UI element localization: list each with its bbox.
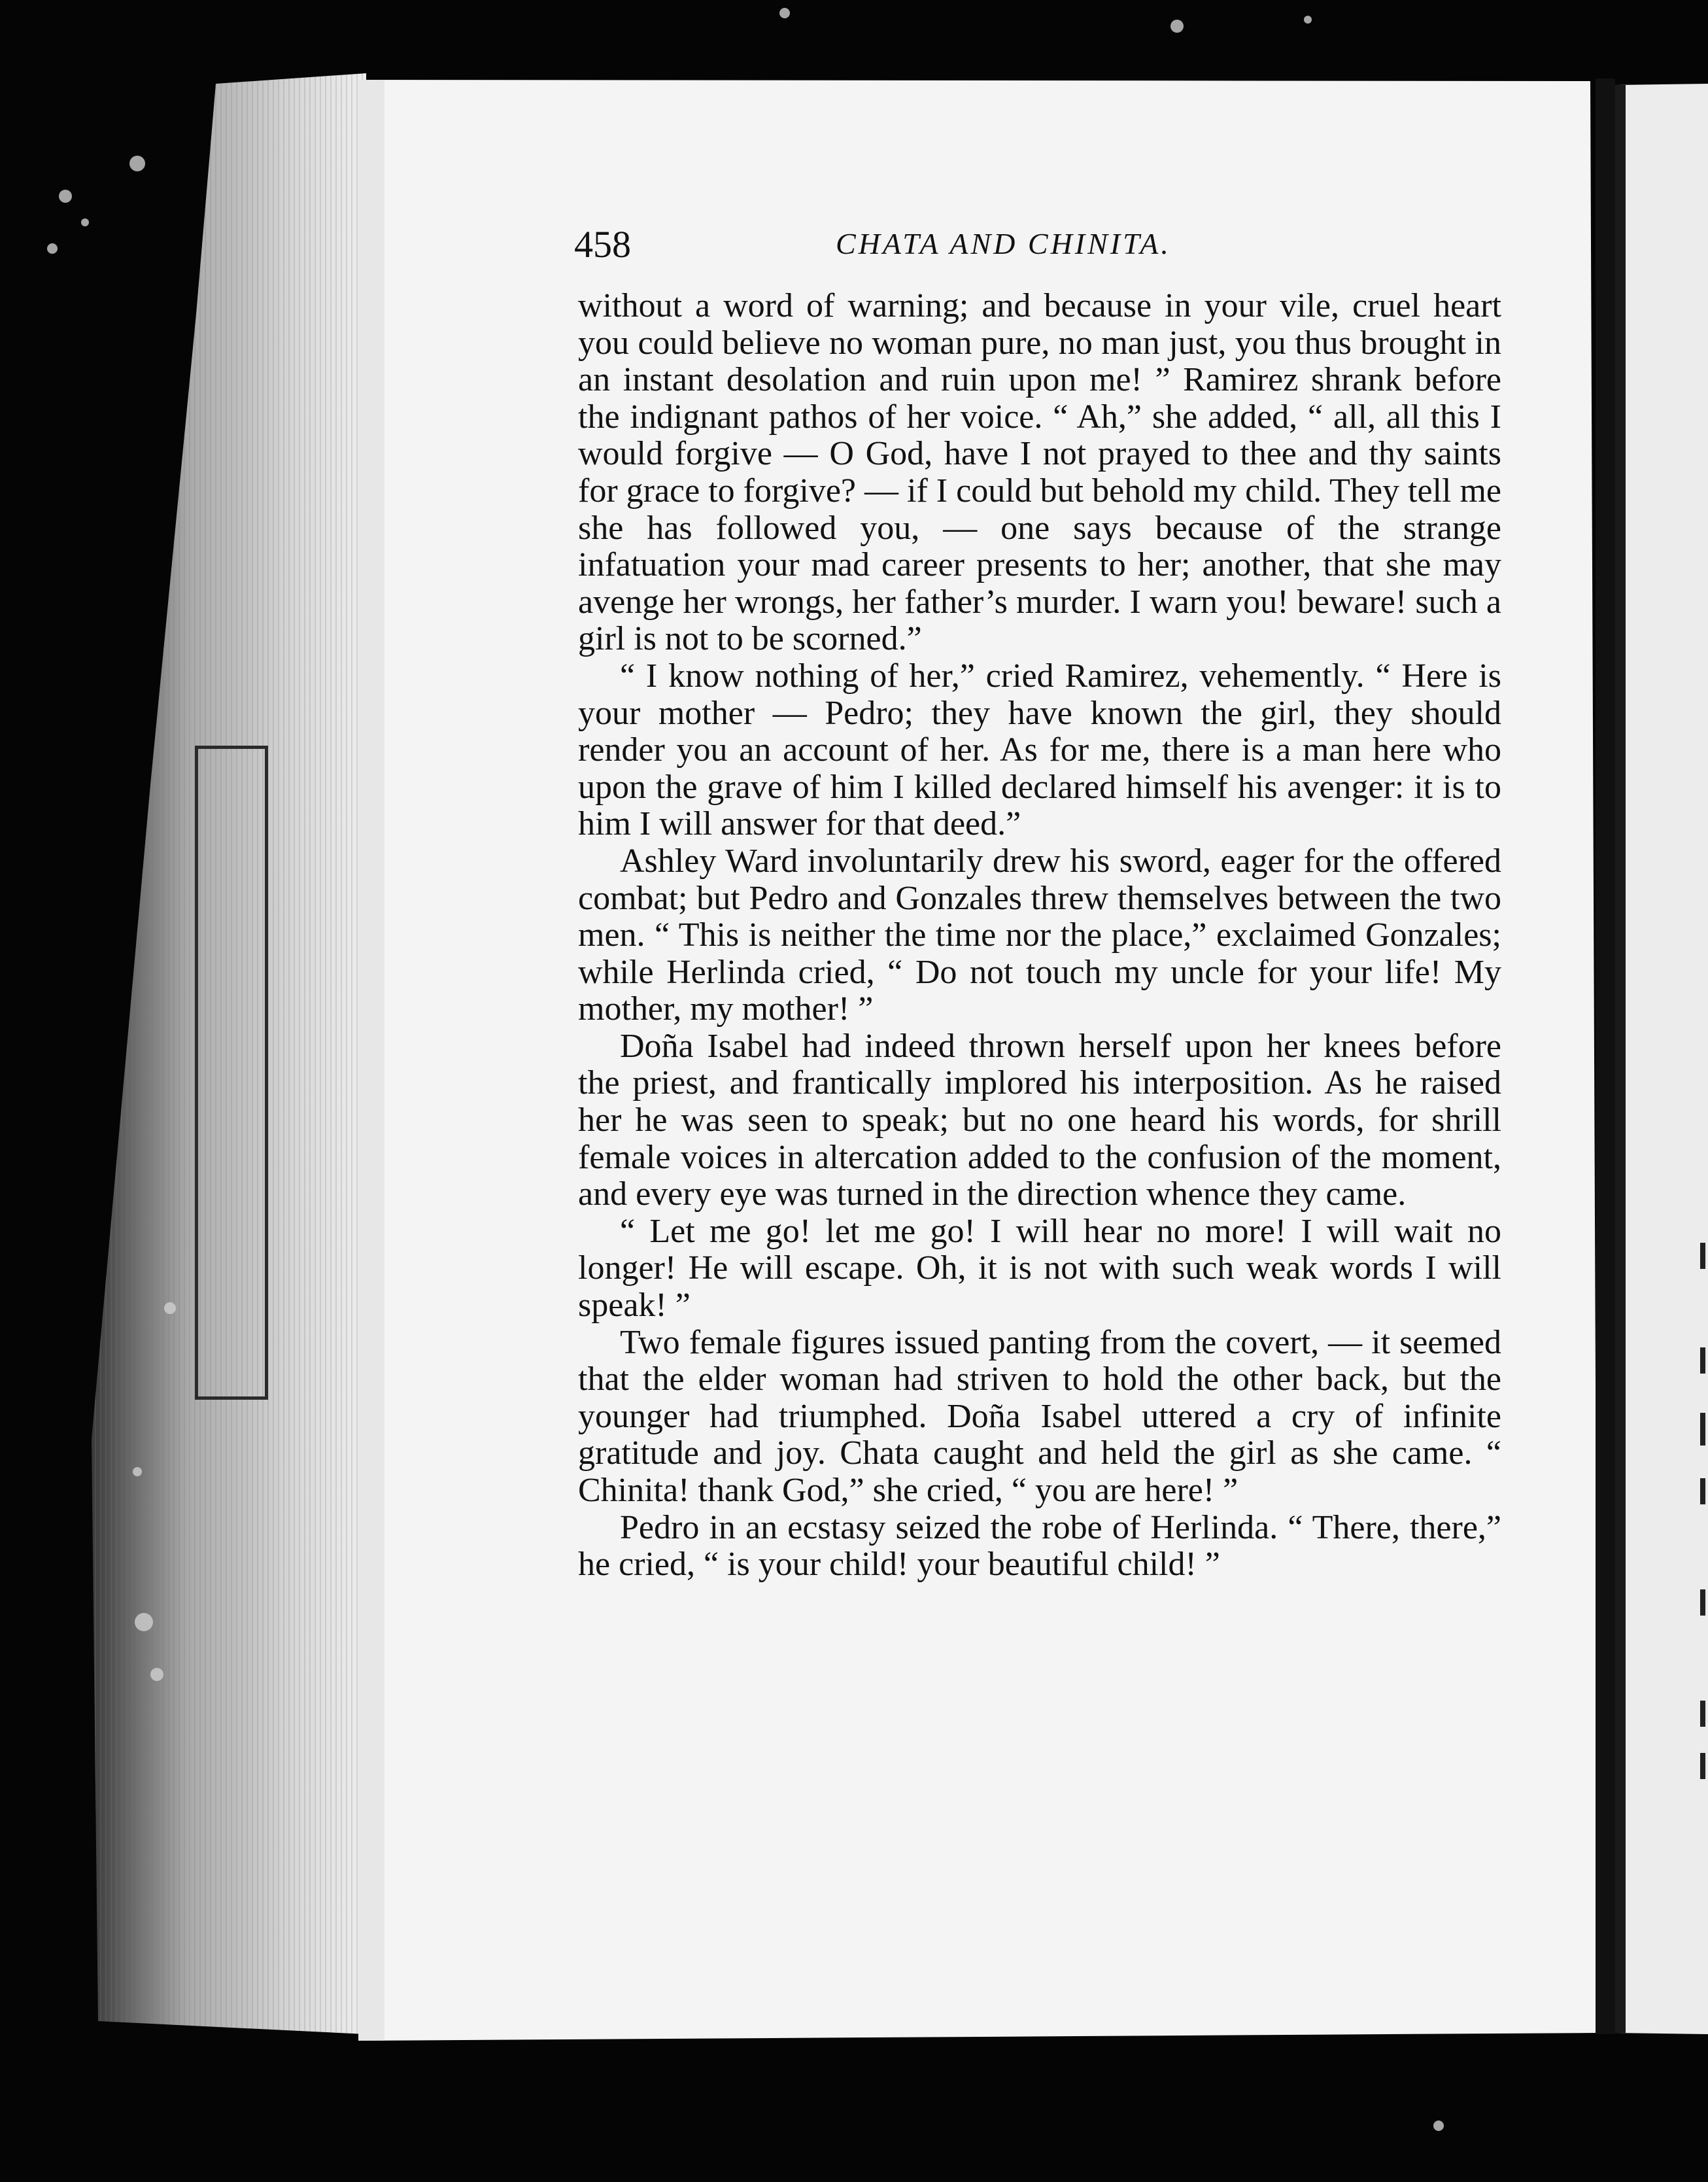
next-page bbox=[1615, 84, 1708, 2034]
running-head: CHATA AND CHINITA. bbox=[836, 227, 1171, 260]
paragraph: Two female figures issued panting from the covert, — it seemed that the elder woman had striven to hold the other back, but the younger had triumphed. Doña Isabel uttered a cry of infinite gratitude and joy. Chata caught and held the girl as she came. “ Chinita! thank God,” she cried, “ you are here! ” bbox=[578, 1323, 1501, 1509]
page-left-shadow bbox=[358, 80, 384, 2041]
page-number: 458 bbox=[574, 223, 631, 266]
paragraph: “ I know nothing of her,” cried Ramirez, vehemently. “ Here is your mother — Pedro; they have known the girl, they should render you an account of her. As for me, there is a man here who upon the grave of him I killed declared himself his avenger: it is to him I will answer for that deed.” bbox=[578, 657, 1501, 843]
paragraph: Ashley Ward involuntarily drew his sword, eager for the offered combat; but Pedro and Gonzales threw themselves between the two men. “ This is neither the time nor the place,” exclaimed Gonzales; while Herlinda cried, “ Do not touch my uncle for your life! My mother, my mother! ” bbox=[578, 842, 1501, 1028]
paragraph: without a word of warning; and because in your vile, cruel heart you could believe no woman pure, no man just, you thus brought in an instant desolation and ruin upon me! ” Ramirez shrank before the indignant pathos of her voice. “ Ah,” she added, “ all, all this I would forgive — O God, have I not prayed to thee and thy saints for grace to forgive? — if I could but behold my child. They tell me she has followed you, — one says because of the strange infatuation your mad career presents to her; another, that she may avenge her wrongs, her father’s murder. I warn you! beware! such a girl is not to be scorned.” bbox=[578, 287, 1501, 658]
paragraph: Pedro in an ecstasy seized the robe of Herlinda. “ There, there,” he cried, “ is your child! your beautiful child! ” bbox=[578, 1508, 1501, 1584]
page-header bbox=[574, 222, 1228, 268]
body-text bbox=[578, 288, 1501, 1584]
gutter-shadow bbox=[1596, 78, 1615, 2034]
paragraph: Doña Isabel had indeed thrown herself upon her knees before the priest, and frantically implored his interposition. As he raised her he was seen to speak; but no one heard his words, for shrill female voices in altercation added to the confusion of the moment, and every eye was turned in the direction whence they came. bbox=[578, 1027, 1501, 1213]
spine-label-box bbox=[195, 746, 268, 1400]
paragraph: “ Let me go! let me go! I will hear no more! I will wait no longer! He will escape. Oh, it is not with such weak words I will speak! ” bbox=[578, 1212, 1501, 1325]
next-page-gutter bbox=[1615, 85, 1626, 2033]
